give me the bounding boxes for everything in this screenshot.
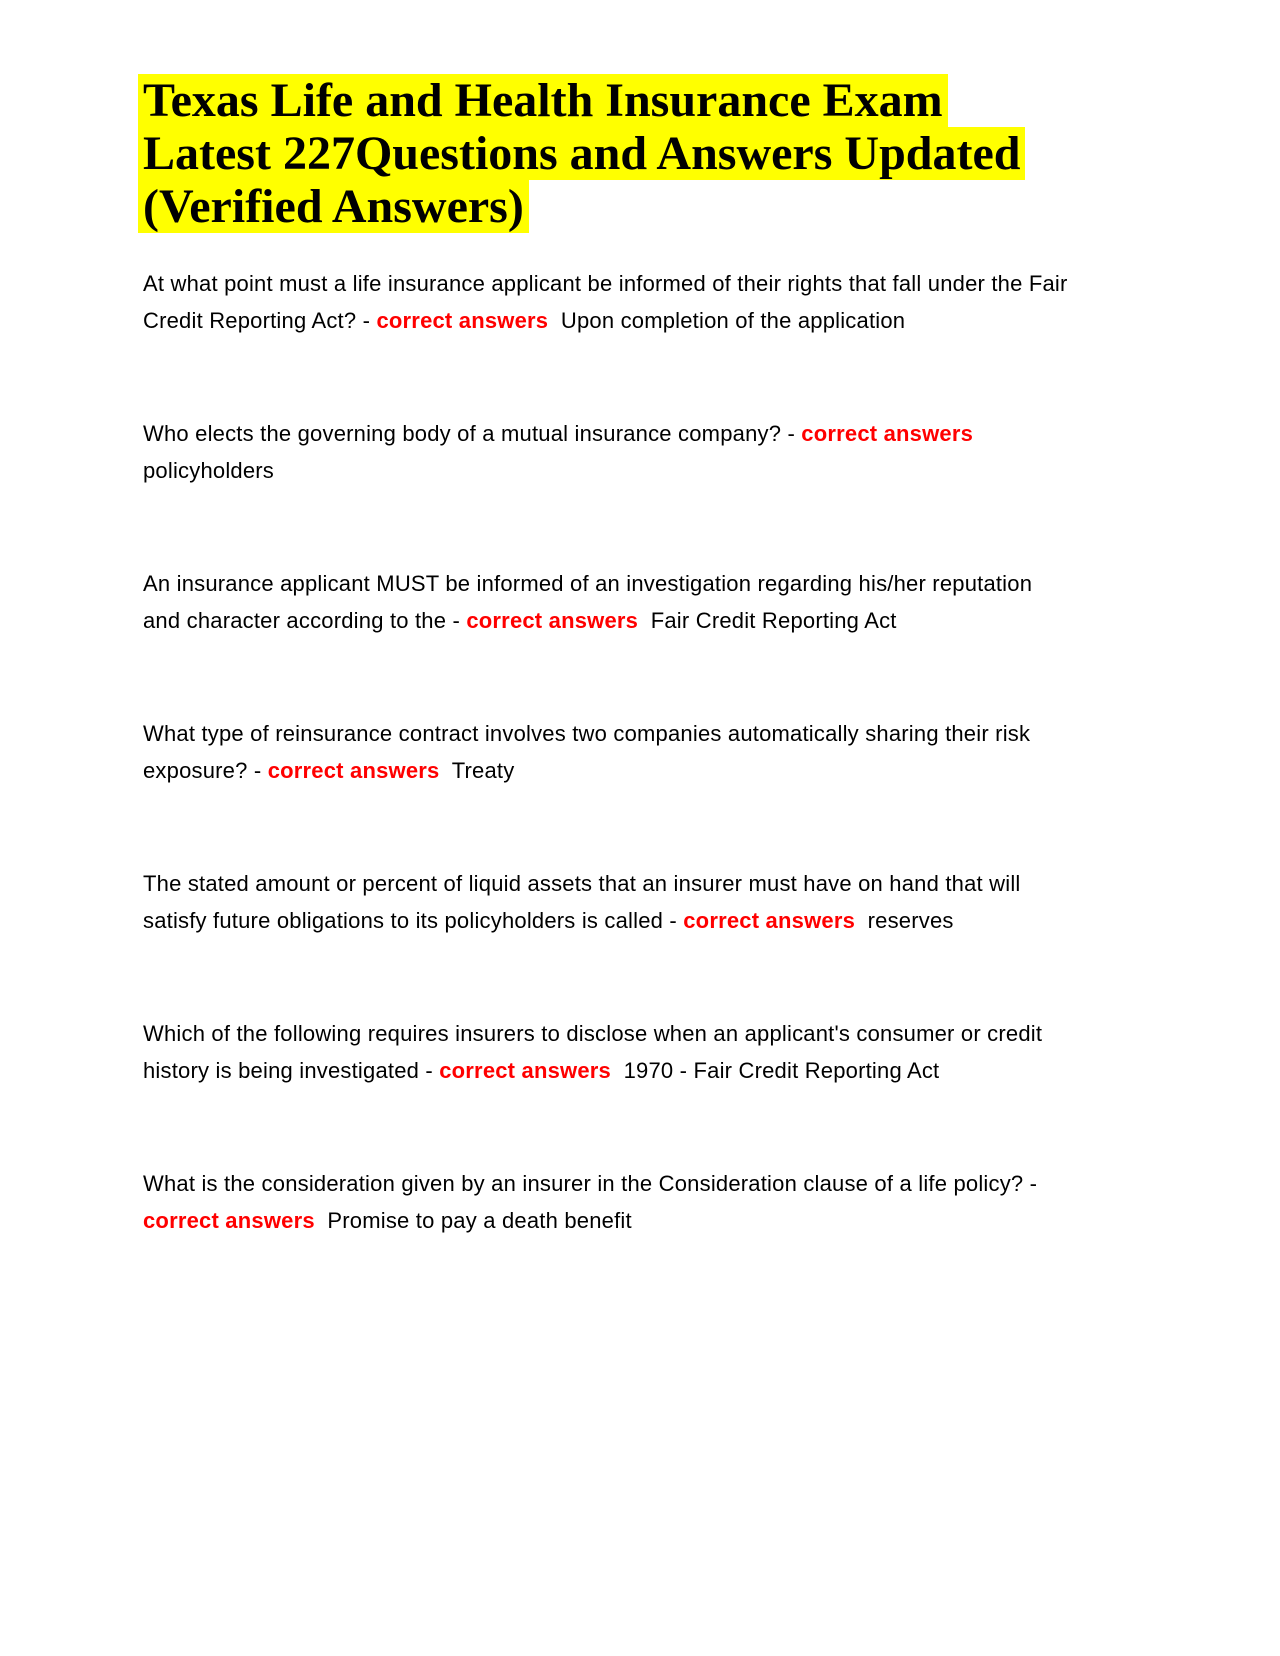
- correct-answers-marker: correct answers: [376, 308, 549, 333]
- correct-answers-marker: correct answers: [466, 608, 639, 633]
- correct-answers-marker: correct answers: [143, 1208, 315, 1233]
- correct-answers-marker: correct answers: [683, 908, 856, 933]
- document-title: [143, 74, 1073, 233]
- qa-paragraph: [143, 715, 1073, 789]
- answer-text: Fair Credit Reporting Act: [638, 608, 897, 633]
- document-content: [143, 74, 1073, 1239]
- question-text: What is the consideration given by an insurer in the Consideration clause of a life policy? -: [143, 1171, 1044, 1196]
- question-text: The stated amount or percent of liquid assets that an insurer must have on hand that will satisfy future obligations to its policyholders is called -: [143, 871, 1027, 933]
- correct-answers-marker: correct answers: [801, 421, 974, 446]
- qa-paragraph: [143, 265, 1073, 339]
- question-text: What type of reinsurance contract involves two companies automatically sharing their risk exposure? -: [143, 721, 1037, 783]
- qa-paragraph: [143, 1165, 1073, 1239]
- answer-text: Promise to pay a death benefit: [314, 1208, 632, 1233]
- title-line: Texas Life and Health Insurance Exam: [138, 74, 948, 127]
- answer-text: Treaty: [439, 758, 515, 783]
- qa-paragraph: [143, 415, 1073, 489]
- qa-section: [143, 265, 1073, 1239]
- qa-paragraph: [143, 1015, 1073, 1089]
- answer-text: 1970 - Fair Credit Reporting Act: [610, 1058, 940, 1083]
- correct-answers-marker: correct answers: [439, 1058, 611, 1083]
- correct-answers-marker: correct answers: [267, 758, 440, 783]
- title-line: Latest 227Questions and Answers Updated: [138, 127, 1025, 180]
- answer-text: reserves: [855, 908, 954, 933]
- answer-text: policyholders: [143, 421, 986, 483]
- answer-text: Upon completion of the application: [548, 308, 906, 333]
- question-text: At what point must a life insurance applicant be informed of their rights that fall under the Fair Credit Reporting Act? -: [143, 271, 1074, 333]
- title-line: (Verified Answers): [138, 180, 529, 233]
- qa-paragraph: [143, 865, 1073, 939]
- question-text: Which of the following requires insurers to disclose when an applicant's consumer or credit history is being investigated -: [143, 1021, 1049, 1083]
- qa-paragraph: [143, 565, 1073, 639]
- question-text: Who elects the governing body of a mutual insurance company? -: [143, 421, 802, 446]
- question-text: An insurance applicant MUST be informed of an investigation regarding his/her reputation and character according to the -: [143, 571, 1039, 633]
